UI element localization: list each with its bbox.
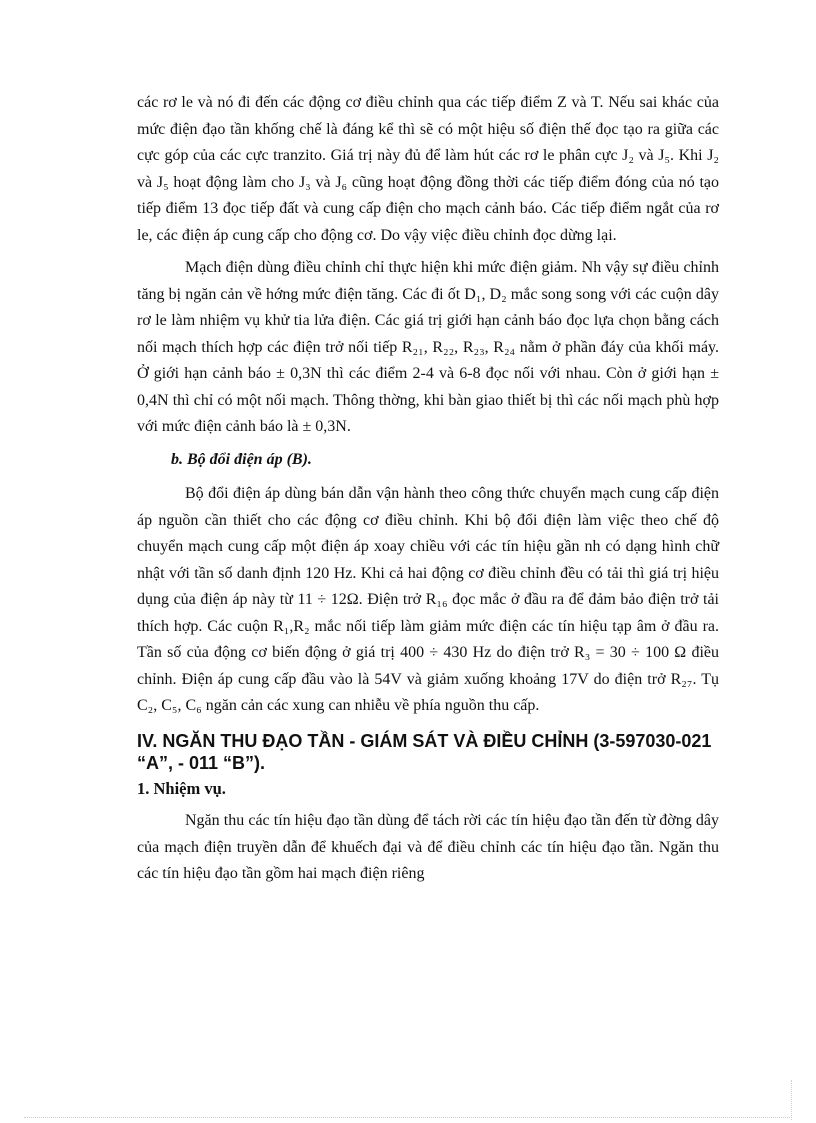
paragraph-2: Mạch điện dùng điều chỉnh chỉ thực hiện khi mức điện giảm. Nh vậy sự điều chỉnh tăng bị ngăn cản về hớng mức điện tăng. Các đi ốt D₁, D₂ mắc song song với các cuộn dây rơ le làm nhiệm vụ khử tia lửa điện. Các giá trị giới hạn cảnh báo đọc lựa chọn bằng cách nối mạch thích hợp các điện trở nối tiếp R₂₁, R₂₂, R₂₃, R₂₄ nằm ở phần đáy của khối máy. Ở giới hạn cảnh báo ± 0,3N thì các điểm 2-4 và 6-8 đọc nối với nhau. Còn ở giới hạn ± 0,4N thì chỉ có một nối mạch. Thông thờng, khi bàn giao thiết bị thì các nối mạch phù hợp với mức điện cảnh báo là ± 0,3N. (137, 259, 719, 435)
paragraph-3: Bộ đổi điện áp dùng bán dẫn vận hành theo công thức chuyển mạch cung cấp điện áp nguồn cần thiết cho các động cơ điều chỉnh. Khi bộ đổi điện làm việc theo chế độ chuyển mạch cung cấp một điện áp xoay chiều với các tín hiệu gần nh có dạng hình chữ nhật với tần số danh định 120 Hz. Khi cả hai động cơ điều chỉnh đều có tải thì giá trị hiệu dụng của điện áp này từ 11 ÷ 12Ω. Điện trở R₁₆ đọc mắc ở đầu ra để đảm bảo điện trở tải thích hợp. Các cuộn R₁,R₂ mắc nối tiếp làm giảm mức điện các tín hiệu tạp âm ở đầu ra. Tần số của động cơ biến động ở giá trị 400 ÷ 430 Hz do điện trở R₃ = 30 ÷ 100 Ω điều chỉnh. Điện áp cung cấp đầu vào là 54V và giảm xuống khoảng 17V do điện trở R₂₇. Tụ C₂, C₅, C₆ ngăn cản các xung can nhiễu về phía nguồn thu cấp. (137, 485, 719, 714)
subheading-b: b. Bộ đổi điện áp (B). (171, 450, 312, 468)
page-border-right (791, 1080, 792, 1120)
numbered-heading: 1. Nhiệm vụ. (137, 778, 226, 798)
paragraph-4: Ngăn thu các tín hiệu đạo tần dùng để tách rời các tín hiệu đạo tần đến từ đờng dây của mạch điện truyền dẫn để khuếch đại và để điều chỉnh các tín hiệu đạo tần. Ngăn thu các tín hiệu đạo tần gồm hai mạch điện riêng (137, 812, 719, 882)
page-content (137, 90, 719, 894)
section-heading: IV. NGĂN THU ĐẠO TẦN - GIÁM SÁT VÀ ĐIỀU CHỈNH (3-597030-021 “A”, - 011 “B”). (137, 730, 712, 773)
paragraph-1: các rơ le và nó đi đến các động cơ điều chỉnh qua các tiếp điểm Z và T. Nếu sai khác của mức điện đạo tần khống chế là đáng kể thì sẽ có một hiệu số điện thế đọc tạo ra giữa các cực góp của các cực tranzito. Giá trị này đủ để làm hút các rơ le phân cực J₂ và J₅. Khi J₂ và J₅ hoạt động làm cho J₃ và J₆ cũng hoạt động đồng thời các tiếp điểm đóng của nó tạo tiếp điểm 13 đọc tiếp đất và cung cấp điện cho mạch cảnh báo. Các tiếp điểm ngắt của rơ le, các điện áp cung cấp cho động cơ. Do vậy việc điều chỉnh đọc dừng lại. (137, 94, 719, 244)
page-border-bottom (24, 1117, 792, 1118)
